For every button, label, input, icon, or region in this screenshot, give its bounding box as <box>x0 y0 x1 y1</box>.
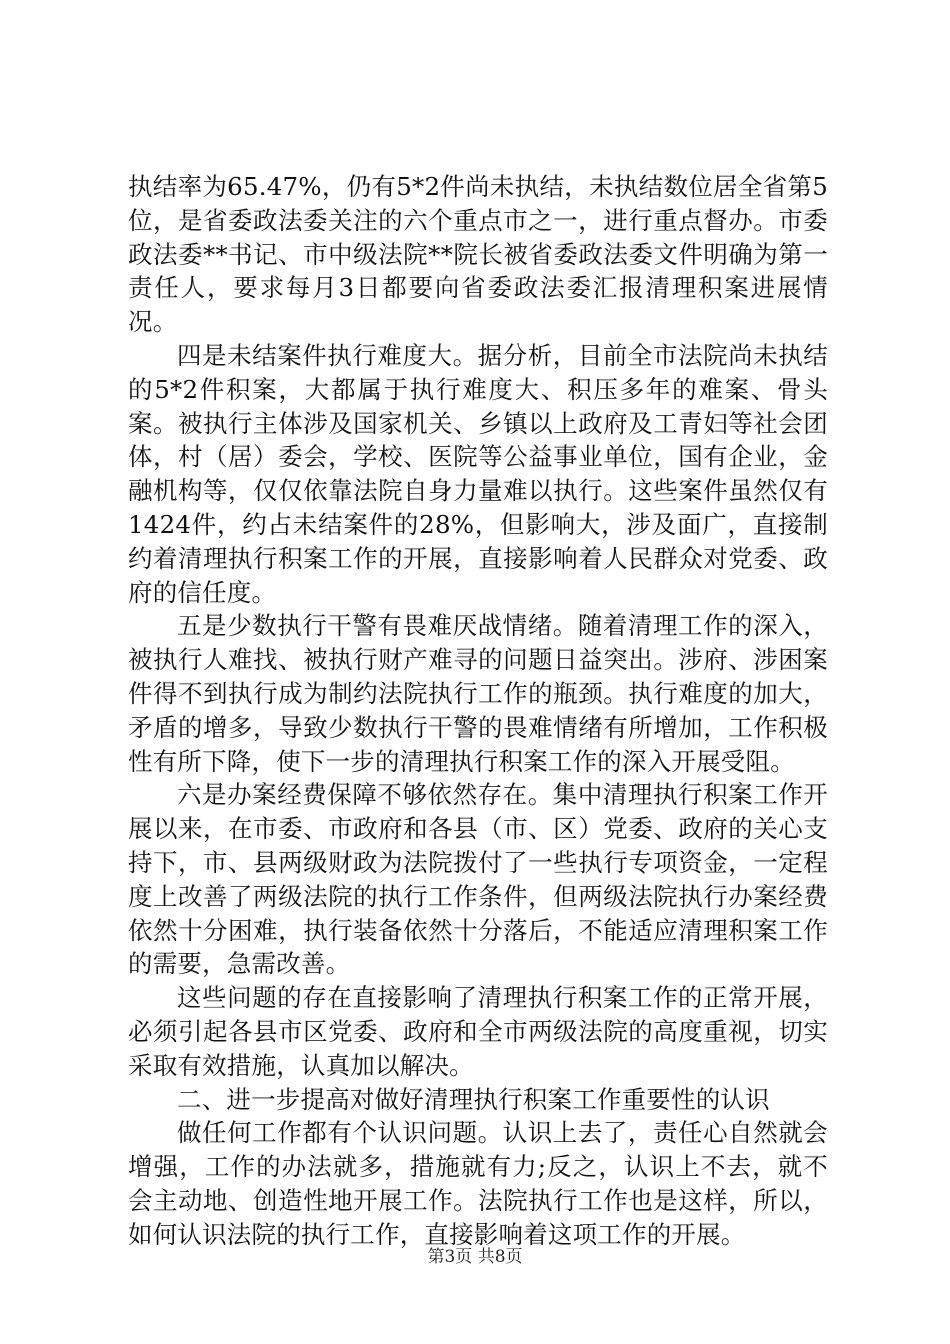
paragraph-point-six: 六是办案经费保障不够依然存在。集中清理执行积案工作开展以来，在市委、市政府和各县（市、区）党委、政府的关心支持下，市、县两级财政为法院拨付了一些执行专项资金，一定程度上改善了两级法院的执行工作条件，但两级法院执行办案经费依然十分困难，执行装备依然十分落后，不能适应清理积案工作的需要，急需改善。 <box>128 780 828 979</box>
paragraph-awareness: 做任何工作都有个认识问题。认识上去了，责任心自然就会增强，工作的办法就多，措施就有力;反之，认识上不去，就不会主动地、创造性地开展工作。法院执行工作也是这样，所以，如何认识法院的执行工作，直接影响着这项工作的开展。 <box>128 1118 828 1249</box>
page-number-footer: 第3页 共8页 <box>427 1247 523 1267</box>
paragraph-point-five: 五是少数执行干警有畏难厌战情绪。随着清理工作的深入，被执行人难找、被执行财产难寻的问题日益突出。涉府、涉困案件得不到执行成为制约法院执行工作的瓶颈。执行难度的加大，矛盾的增多，导致少数执行干警的畏难情绪有所增加，工作积极性有所下降，使下一步的清理执行积案工作的深入开展受阻。 <box>128 611 828 776</box>
document-body <box>128 170 828 1252</box>
section-heading-two: 二、进一步提高对做好清理执行积案工作重要性的认识 <box>177 1084 770 1114</box>
paragraph-point-four: 四是未结案件执行难度大。据分析，目前全市法院尚未执结的5*2件积案，大都属于执行难度大、积压多年的难案、骨头案。被执行主体涉及国家机关、乡镇以上政府及工青妇等社会团体，村（居）委会，学校、医院等公益事业单位，国有企业，金融机构等，仅仅依靠法院自身力量难以执行。这些案件虽然仅有1424件，约占未结案件的28%，但影响大，涉及面广，直接制约着清理执行积案工作的开展，直接影响着人民群众对党委、政府的信任度。 <box>128 340 828 607</box>
paragraph-summary: 这些问题的存在直接影响了清理执行积案工作的正常开展，必须引起各县市区党委、政府和全市两级法院的高度重视，切实采取有效措施，认真加以解决。 <box>128 983 828 1080</box>
paragraph-continuation: 执结率为65.47%，仍有5*2件尚未执结，未执结数位居全省第5位，是省委政法委关注的六个重点市之一，进行重点督办。市委政法委**书记、市中级法院**院长被省委政法委文件明确为第一责任人，要求每月3日都要向省委政法委汇报清理积案进展情况。 <box>128 172 828 337</box>
